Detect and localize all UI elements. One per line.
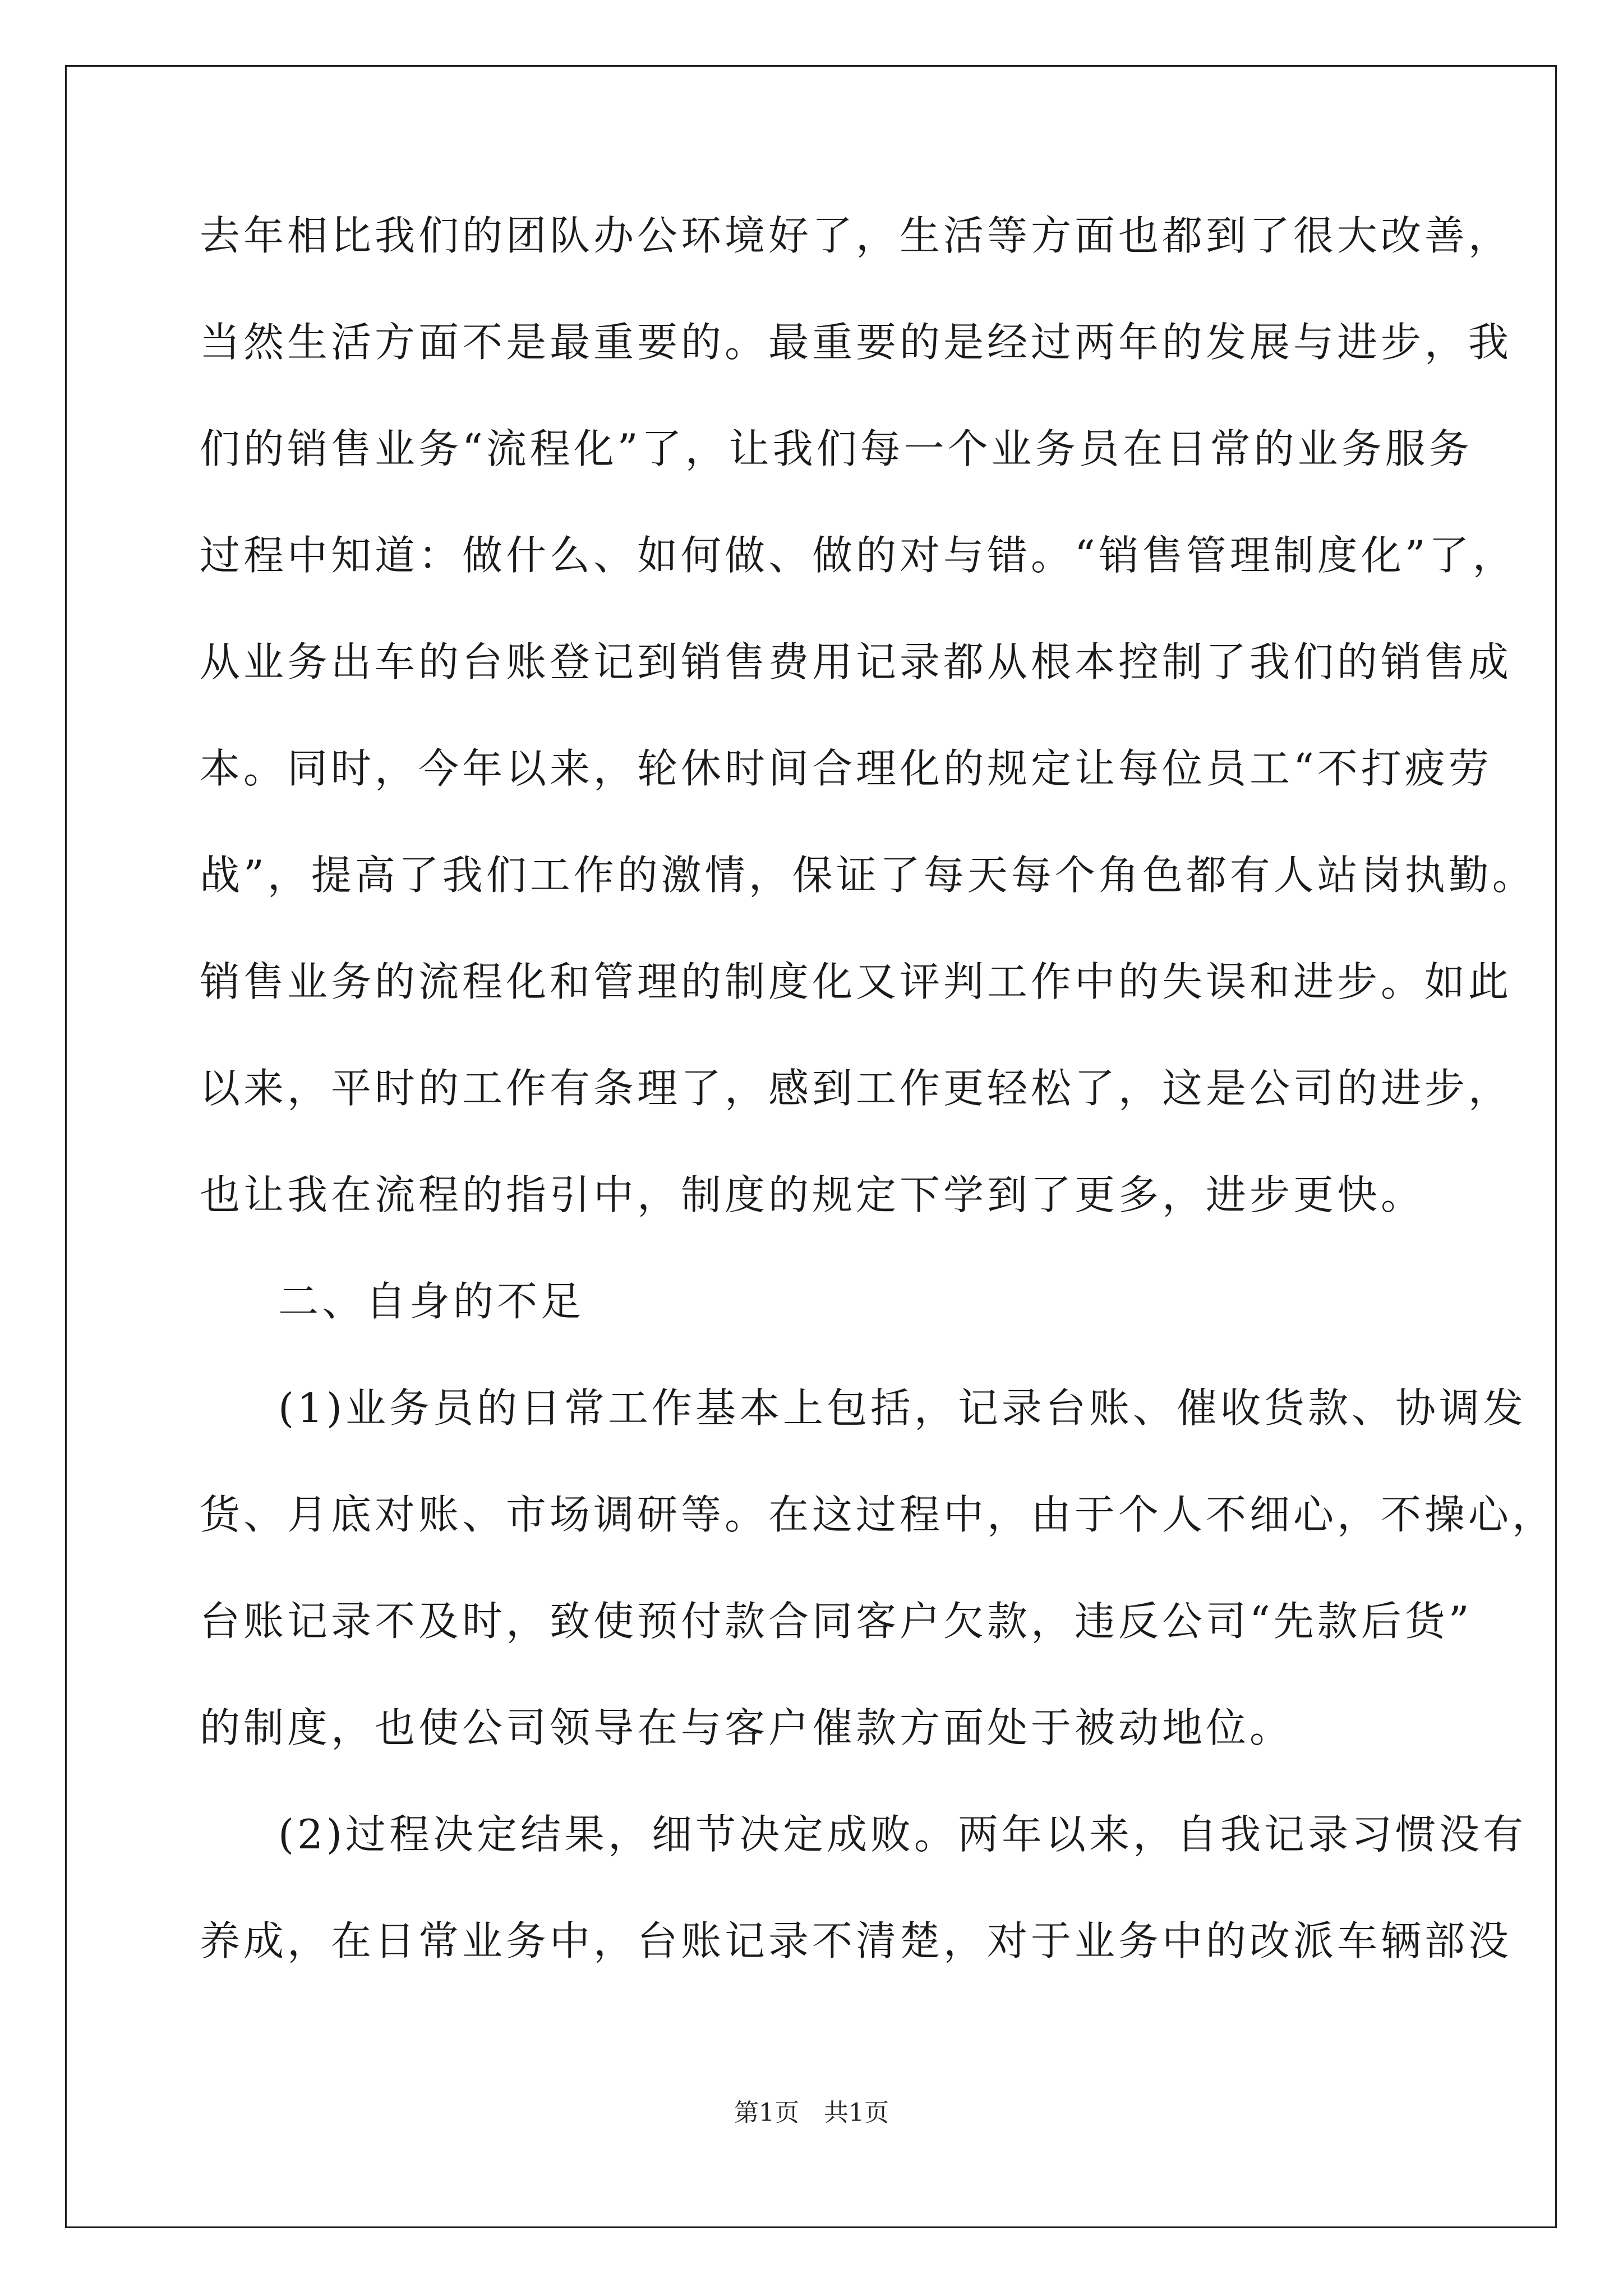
- text-line-7: 战”，提高了我们工作的激情，保证了每天每个角色都有人站岗执勤。: [200, 852, 1536, 899]
- text-line-17: 养成，在日常业务中，台账记录不清楚，对于业务中的改派车辆部没: [200, 1917, 1513, 1964]
- text-line-8: 销售业务的流程化和管理的制度化又评判工作中的失误和进步。如此: [200, 958, 1513, 1005]
- text-line-16: (2)过程决定结果，细节决定成败。两年以来，自我记录习惯没有: [278, 1811, 1527, 1858]
- text-line-13: 货、月底对账、市场调研等。在这过程中，由于个人不细心，不操心，: [200, 1491, 1556, 1538]
- document-body: [200, 208, 1556, 2019]
- text-line-2: 当然生活方面不是最重要的。最重要的是经过两年的发展与进步，我: [200, 319, 1513, 366]
- text-line-15: 的制度，也使公司领导在与客户催款方面处于被动地位。: [200, 1704, 1294, 1751]
- text-line-14: 台账记录不及时，致使预付款合同客户欠款，违反公司“先款后货”: [200, 1598, 1473, 1645]
- page-footer: 第1页 共1页: [734, 2099, 889, 2127]
- text-line-3: 们的销售业务“流程化”了，让我们每一个业务员在日常的业务服务: [200, 425, 1473, 472]
- text-line-10: 也让我在流程的指引中，制度的规定下学到了更多，进步更快。: [200, 1171, 1425, 1218]
- text-line-9: 以来，平时的工作有条理了，感到工作更轻松了，这是公司的进步，: [200, 1065, 1513, 1112]
- text-line-1: 去年相比我们的团队办公环境好了，生活等方面也都到了很大改善，: [200, 212, 1513, 259]
- text-line-5: 从业务出车的台账登记到销售费用记录都从根本控制了我们的销售成: [200, 638, 1513, 685]
- section-heading: 二、自身的不足: [278, 1278, 585, 1325]
- text-line-4: 过程中知道：做什么、如何做、做的对与错。“销售管理制度化”了，: [200, 532, 1516, 579]
- text-line-12: (1)业务员的日常工作基本上包括，记录台账、催收货款、协调发: [278, 1384, 1527, 1432]
- text-line-6: 本。同时，今年以来，轮休时间合理化的规定让每位员工“不打疲劳: [200, 745, 1492, 792]
